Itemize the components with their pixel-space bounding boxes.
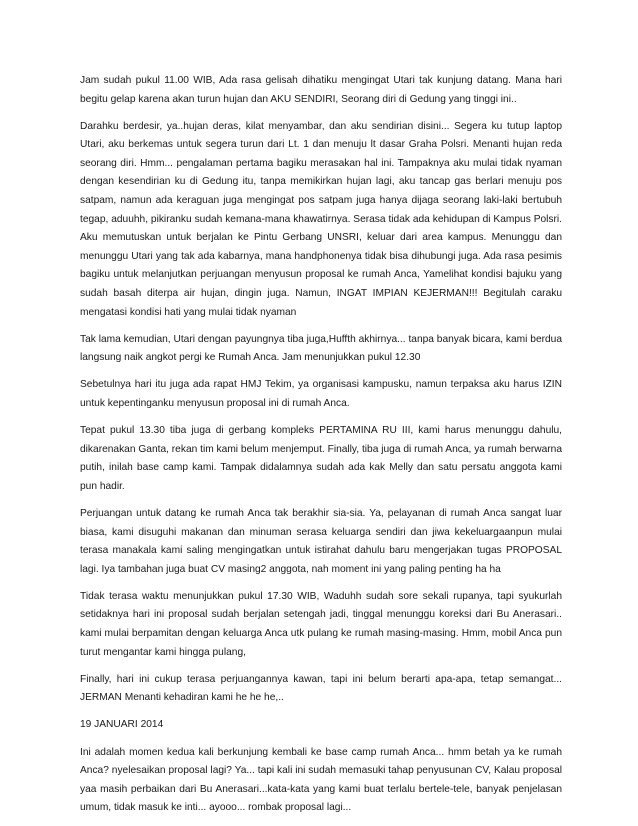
paragraph-8: Finally, hari ini cukup terasa perjuangannya kawan, tapi ini belum berarti apa-apa, tetap semangat... JERMAN Menanti kehadiran kami he he he,.. — [80, 673, 562, 704]
paragraph-10: Ini adalah momen kedua kali berkunjung kembali ke base camp rumah Anca... hmm betah ya ke rumah Anca? nyelesaikan proposal lagi? Ya... tapi kali ini sudah memasuki tahap penyusunan CV, Kalau proposal yaa masih perbaikan dari Bu Anerasari...kata-kata yang kami buat terlalu bertele-tele, banyak penjelasan umum, tidak masuk ke inti... ayooo... rombak proposal lagi... — [80, 746, 562, 814]
date-heading: 19 JANUARI 2014 — [80, 719, 164, 731]
paragraph-7: Tidak terasa waktu menunjukkan pukul 17.30 WIB, Waduhh sudah sore sekali rupanya, tapi syukurlah setidaknya hari ini proposal sudah berjalan setengah jadi, tinggal menunggu koreksi dari Bu Anerasari.. kami mulai berpamitan dengan keluarga Anca utk pulang ke rumah masing-masing. Hmm, mobil Anca pun turut mengantar kami hingga pulang, — [80, 590, 562, 658]
paragraph-5: Tepat pukul 13.30 tiba juga di gerbang kompleks PERTAMINA RU III, kami harus menunggu dahulu, dikarenakan Ganta, rekan tim kami belum menjemput. Finally, tiba juga di rumah Anca, ya rumah berwarna putih, inilah base camp kami. Tampak didalamnya sudah ada kak Melly dan satu persatu anggota kami pun hadir. — [80, 425, 562, 492]
paragraph-4: Sebetulnya hari itu juga ada rapat HMJ Tekim, ya organisasi kampusku, namun terpaksa aku harus IZIN untuk kepentinganku menyusun proposal ini di rumah Anca. — [80, 379, 562, 409]
paragraph-2: Darahku berdesir, ya..hujan deras, kilat menyambar, dan aku sendirian disini... Segera ku tutup laptop Utari, aku berkemas untuk segera turun dari Lt. 1 dan menuju lt dasar Graha Polsri. Menanti hujan reda seorang diri. Hmm... pengalaman pertama bagiku merasakan hal ini. Tampaknya aku mulai tidak nyaman dengan kesendirian ku di Gedung itu, tanpa memikirkan hujan lagi, aku tancap gas berlari menuju pos satpam, namun ada keraguan juga mengingat pos satpam juga hanya dijaga seorang laki-laki bertubuh tegap, aduuhh, pikiranku sudah kemana-mana khawatirnya. Serasa tidak ada kehidupan di Kampus Polsri. Aku memutuskan untuk berjalan ke Pintu Gerbang UNSRI, keluar dari area kampus. Menunggu dan menunggu Utari yang tak ada kabarnya, mana handphonenya tidak bisa dihubungi juga. Ada rasa pesimis bagiku untuk melanjutkan perjuangan menyusun proposal ke rumah Anca, Yamelihat kondisi bajuku yang sudah basah diterpa air hujan, dingin juga. Namun, INGAT IMPIAN KEJERMAN!!! Begitulah caraku mengatasi kondisi hati yang mulai tidak nyaman — [80, 120, 562, 318]
paragraph-6: Perjuangan untuk datang ke rumah Anca tak berakhir sia-sia. Ya, pelayanan di rumah Anca sangat luar biasa, kami disuguhi makanan dan minuman serasa keluarga sendiri dan jiwa kekeluargaanpun mulai terasa manakala kami saling mengingatkan untuk istirahat dahulu baru mengerjakan tugas PROPOSAL lagi. Iya tambahan juga buat CV masing2 anggota, nah moment ini yang paling penting ha ha — [80, 507, 562, 575]
paragraph-1: Jam sudah pukul 11.00 WIB, Ada rasa gelisah dihatiku mengingat Utari tak kunjung datang. Mana hari begitu gelap karena akan turun hujan dan AKU SENDIRI, Seorang diri di Gedung yang tinggi ini.. — [80, 75, 562, 105]
paragraph-3: Tak lama kemudian, Utari dengan payungnya tiba juga,Huffth akhirnya... tanpa banyak bicara, kami berdua langsung naik angkot pergi ke Rumah Anca. Jam menunjukkan pukul 12.30 — [80, 333, 562, 364]
document-body — [80, 72, 562, 826]
